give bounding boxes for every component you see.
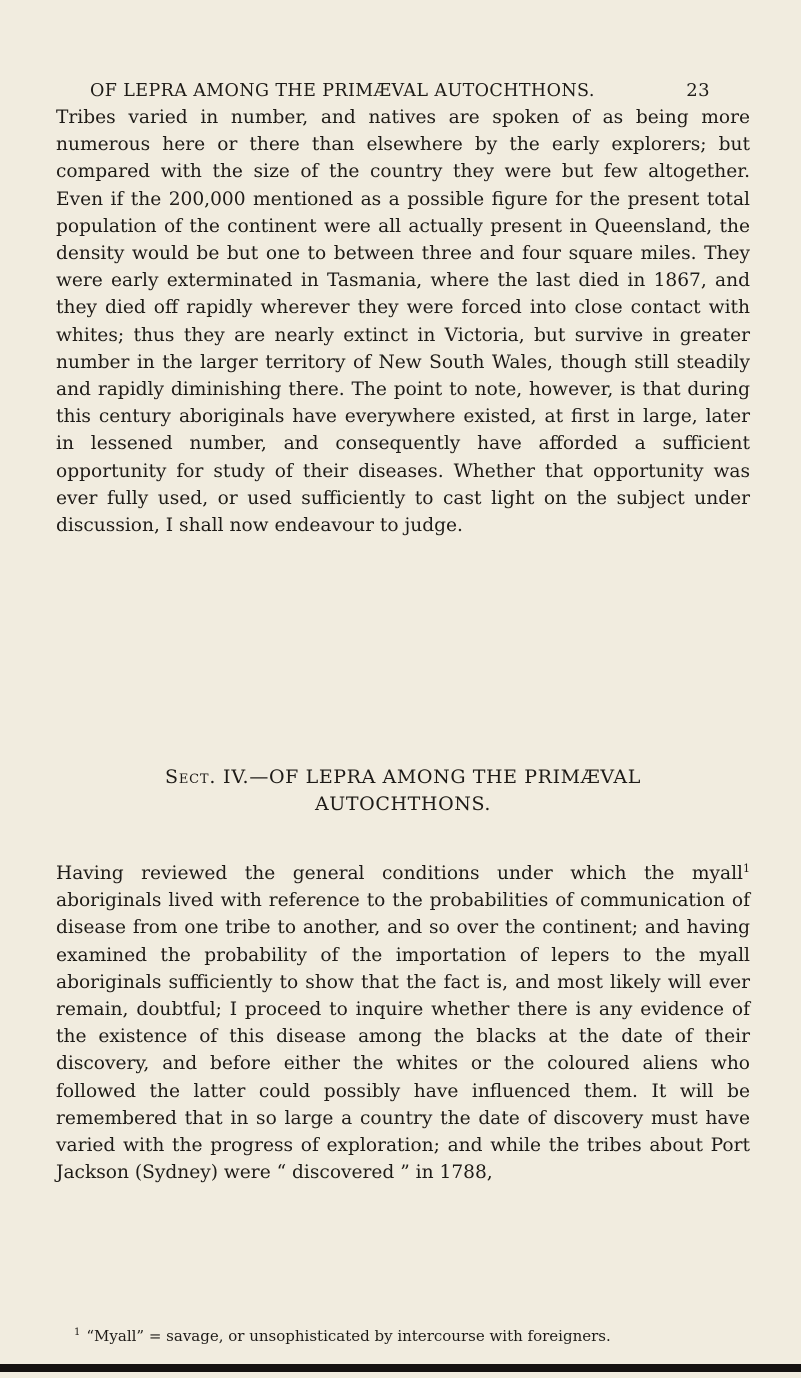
scan-edge-bar — [0, 1364, 801, 1372]
paragraph-evidence-rest: aboriginals lived with reference to the probabilities of communication of disease from one tribe to another, and so over the continent; and having examined the probability of the importation of lepers to the myall aboriginals sufficiently to show that the fact is, and most likely will ever remain, doubtful; I proceed to inquire whether there is any evidence of the existence of this disease among the blacks at the date of their discovery, and before either the whites or the coloured aliens who followed the latter could possibly have influenced them. It will be remembered that in so large a country the date of discovery must have varied with the progress of exploration; and while the tribes about Port Jackson (Sydney) were “ discovered ” in 1788, — [56, 890, 750, 1184]
footnote-text: “Myall” = savage, or unsophisticated by intercourse with foreigners. — [86, 1327, 611, 1345]
section-heading-line-1 — [56, 764, 750, 791]
section-title-part-2: AUTOCHTHONS. — [314, 793, 492, 815]
page-number: 23 — [686, 80, 710, 101]
footnote-mark: 1 — [74, 1327, 81, 1338]
running-head-title: OF LEPRA AMONG THE PRIMÆVAL AUTOCHTHONS. — [90, 81, 595, 101]
paragraph-population: Tribes varied in number, and natives are spoken of as being more numerous here or there than elsewhere by the early explorers; but compared with the size of the country they were but few altogether. Even if the 200,000 mentioned as a possible figure for the present total population of the continent were all actually present in Queensland, the density would be but one to between three and four square miles. They were early exterminated in Tasmania, where the last died in 1867, and they died off rapidly wherever they were forced into close contact with whites; thus they are nearly extinct in Victoria, but survive in greater number in the larger territory of New South Wales, though still steadily and rapidly diminishing there. The point to note, however, is that during this century aboriginals have everywhere existed, at first in large, later in lessened number, and consequently have afforded a sufficient opportunity for study of their diseases. Whether that opportunity was ever fully used, or used sufficiently to cast light on the subject under discussion, I shall now endeavour to judge. — [56, 107, 750, 537]
footnote-reference: 1 — [743, 861, 750, 875]
section-title-part-1: —OF LEPRA AMONG THE PRIMÆVAL — [249, 766, 641, 788]
section-heading — [56, 764, 750, 818]
section-number: Sect. IV. — [165, 766, 250, 788]
paragraph-evidence — [56, 860, 750, 1186]
running-head — [90, 80, 710, 101]
paragraph-evidence-start: Having reviewed the general conditions under which the myall — [56, 863, 743, 884]
footnote — [74, 1323, 754, 1346]
